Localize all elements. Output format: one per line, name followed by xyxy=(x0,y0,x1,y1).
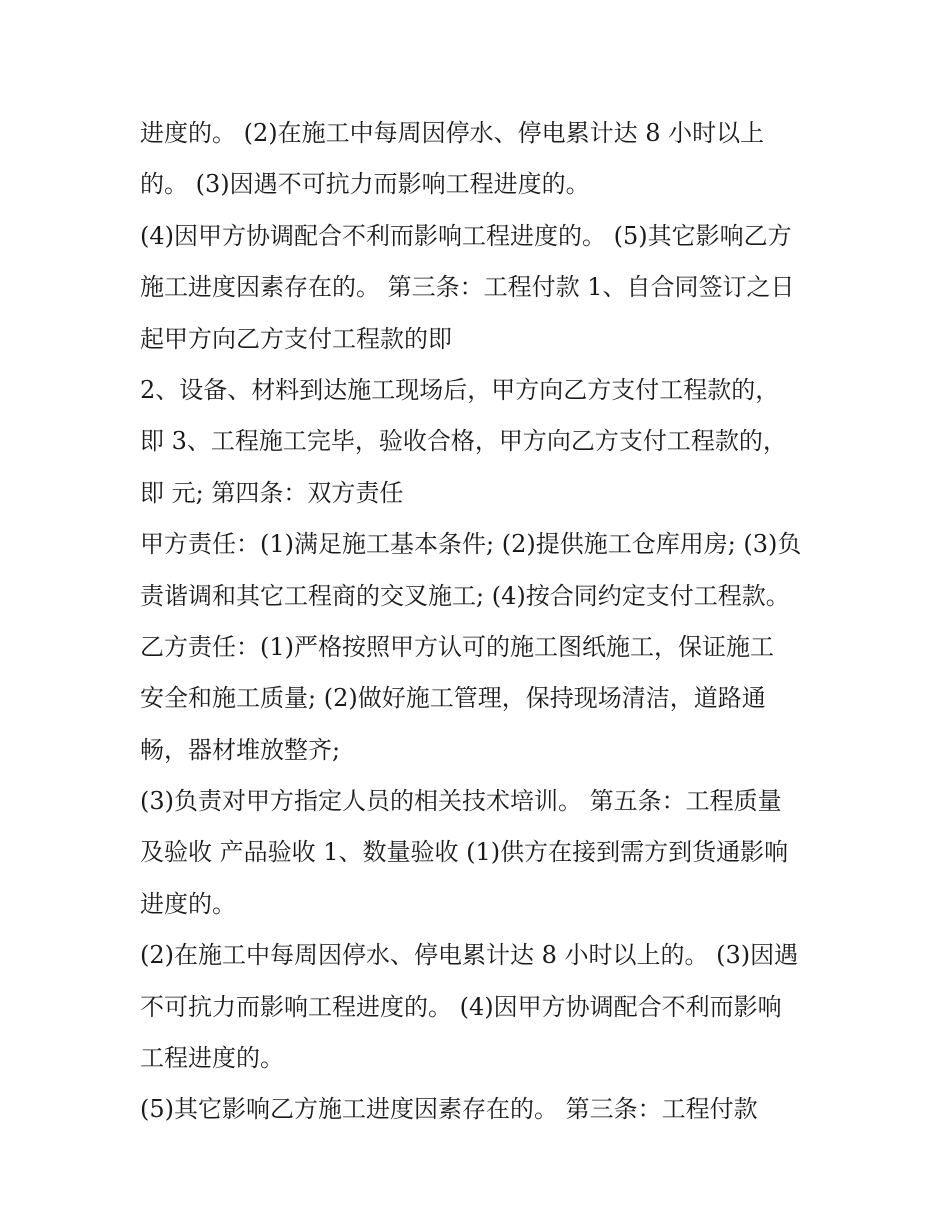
text-line: 及验收 产品验收 1、数量验收 (1)供方在接到需方到货通影响 xyxy=(140,838,789,867)
text-line: 乙方责任：(1)严格按照甲方认可的施工图纸施工，保证施工 xyxy=(140,632,774,661)
text-line: 的。 (3)因遇不可抗力而影响工程进度的。 xyxy=(140,170,590,199)
document-body xyxy=(140,108,820,1136)
text-line: 即 3、工程施工完毕，验收合格，甲方向乙方支付工程款的， xyxy=(140,427,787,456)
text-line: 畅，器材堆放整齐; xyxy=(140,735,341,764)
text-line: 起甲方向乙方支付工程款的即 xyxy=(140,324,452,353)
text-line: 2、设备、材料到达施工现场后，甲方向乙方支付工程款的， xyxy=(140,375,780,404)
text-line: 即 元; 第四条：双方责任 xyxy=(140,478,404,507)
text-line: 工程进度的。 xyxy=(140,1044,284,1073)
text-line: (2)在施工中每周因停水、停电累计达 8 小时以上的。 (3)因遇 xyxy=(140,941,799,970)
text-line: 安全和施工质量; (2)做好施工管理，保持现场清洁，道路通 xyxy=(140,684,766,713)
text-line: 施工进度因素存在的。 第三条：工程付款 1、自合同签订之日 xyxy=(140,273,795,302)
text-line: 不可抗力而影响工程进度的。 (4)因甲方协调配合不利而影响 xyxy=(140,992,782,1021)
text-line: 甲方责任：(1)满足施工基本条件; (2)提供施工仓库用房; (3)负 xyxy=(140,530,802,559)
text-line: (3)负责对甲方指定人员的相关技术培训。 第五条：工程质量 xyxy=(140,787,782,816)
text-line: (4)因甲方协调配合不利而影响工程进度的。 (5)其它影响乙方 xyxy=(140,221,792,250)
text-line: 进度的。 (2)在施工中每周因停水、停电累计达 8 小时以上 xyxy=(140,119,765,147)
text-line: 进度的。 xyxy=(140,889,236,918)
text-line: (5)其它影响乙方施工进度因素存在的。 第三条：工程付款 xyxy=(140,1095,758,1124)
text-line: 责谐调和其它工程商的交叉施工; (4)按合同约定支付工程款。 xyxy=(140,581,790,610)
